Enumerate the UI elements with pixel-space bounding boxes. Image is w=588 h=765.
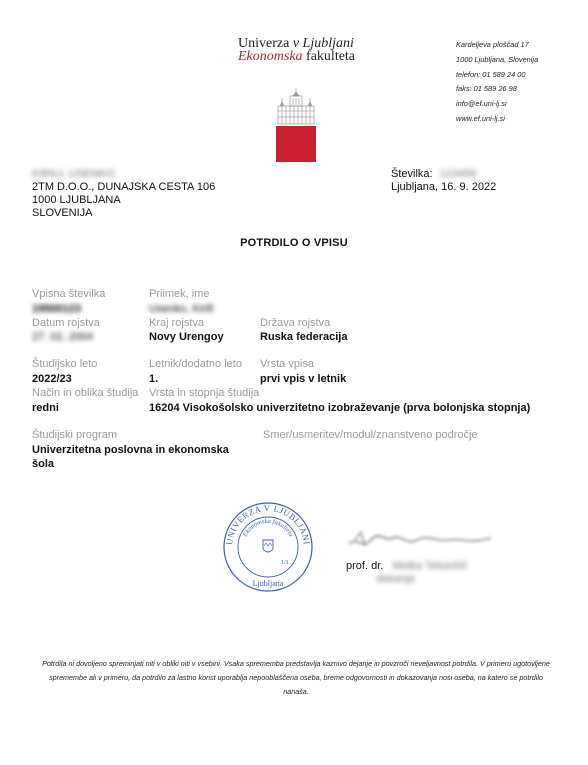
nacin-value: redni bbox=[32, 402, 59, 414]
recipient-country: SLOVENIJA bbox=[32, 207, 93, 219]
signatory-role: dekanja bbox=[376, 573, 415, 585]
legal-notice: Potrdila ni dovoljeno spreminjati niti v obliki niti v vsebini. Vsaka sprememba predstavlja kaznivo dejanje in povzroči neveljavnost potrdila. V primeru ugotovljene spremembe ali v primeru, da potrdilo za lastno korist uporablja nepooblaščena oseba, breme odgovornosti in dokazovanja nosi oseba, na katero se potrdilo nanaša. bbox=[42, 659, 550, 696]
leto-label: Študijsko leto bbox=[32, 358, 98, 370]
vrsta-vpisa-value: prvi vpis v letnik bbox=[260, 373, 347, 385]
vrsta-vpisa-label: Vrsta vpisa bbox=[260, 358, 315, 370]
faculty-name-a: Ekonomska bbox=[238, 49, 303, 64]
smer-label: Smer/usmeritev/modul/znanstveno področje bbox=[263, 429, 478, 441]
contact-fax: faks: 01 589 26 98 bbox=[456, 84, 517, 94]
datum-label: Datum rojstva bbox=[32, 317, 100, 329]
leto-value: 2022/23 bbox=[32, 373, 72, 385]
signatory bbox=[346, 560, 467, 585]
contact-web: www.ef.uni-lj.si bbox=[456, 113, 505, 123]
vpisna-value: 19500123 bbox=[32, 303, 81, 315]
drzava-value: Ruska federacija bbox=[260, 331, 348, 343]
stamp-inner-text: Ekonomska fakulteta bbox=[241, 517, 295, 538]
program-value-line2: šola bbox=[32, 458, 55, 470]
contact-block bbox=[456, 38, 538, 127]
recipient-city: 1000 LJUBLJANA bbox=[32, 194, 121, 206]
letnik-label: Letnik/dodatno leto bbox=[149, 358, 242, 370]
document-number-row bbox=[391, 168, 496, 181]
contact-city: 1000 Ljubljana, Slovenija bbox=[456, 54, 539, 64]
priimek-label: Priimek, ime bbox=[149, 288, 210, 300]
stamp-number: 1/1 bbox=[281, 560, 289, 566]
faculty-name bbox=[238, 49, 355, 65]
signatory-title: prof. dr. bbox=[346, 560, 384, 572]
faculty-name-b: fakulteta bbox=[306, 49, 356, 64]
recipient-address bbox=[32, 168, 215, 220]
program-label: Študijski program bbox=[32, 429, 117, 441]
signatory-name: Metka Tekavčič bbox=[392, 560, 468, 572]
official-stamp-icon bbox=[219, 502, 317, 592]
contact-address: Kardeljeva ploščad 17 bbox=[456, 40, 529, 49]
kraj-value: Novy Urengoy bbox=[149, 331, 224, 343]
stopnja-label: Vrsta in stopnja študija bbox=[149, 387, 260, 399]
stamp-city: Ljubljana bbox=[252, 579, 284, 588]
document-title: POTRDILO O VPISU bbox=[240, 237, 348, 249]
nacin-label: Način in oblika študija bbox=[32, 387, 139, 399]
stopnja-value: 16204 Visokošolsko univerzitetno izobraževanje (prva bolonjska stopnja) bbox=[149, 402, 531, 414]
vpisna-label: Vpisna številka bbox=[32, 288, 106, 300]
datum-value: 27. 02. 2004 bbox=[32, 331, 94, 343]
university-location: v Ljubljani bbox=[292, 36, 354, 51]
place-date: Ljubljana, 16. 9. 2022 bbox=[391, 181, 497, 193]
recipient-company: 2TM D.O.O., DUNAJSKA CESTA 106 bbox=[32, 181, 216, 193]
university-emblem-icon bbox=[276, 88, 316, 162]
contact-email: info@ef.uni-lj.si bbox=[456, 99, 507, 109]
document-number-value: 123456 bbox=[439, 168, 477, 180]
signature-icon bbox=[345, 520, 495, 558]
drzava-label: Država rojstva bbox=[260, 317, 331, 329]
university-word: Univerza bbox=[238, 36, 290, 51]
letnik-value: 1. bbox=[149, 373, 159, 385]
document-info bbox=[391, 168, 496, 194]
recipient-name: KIRILL USENKO bbox=[32, 168, 115, 180]
priimek-value: Usenko, Kirill bbox=[149, 303, 214, 315]
document-number-label: Številka: bbox=[391, 168, 433, 180]
program-value-line1: Univerzitetna poslovna in ekonomska bbox=[32, 444, 229, 456]
svg-text:Ekonomska fakulteta bbox=[241, 518, 294, 539]
kraj-label: Kraj rojstva bbox=[149, 317, 205, 329]
contact-phone: telefon: 01 589 24 00 bbox=[456, 69, 526, 79]
stamp-top-text: UNIVERZA V LJUBLJANI bbox=[223, 502, 312, 546]
